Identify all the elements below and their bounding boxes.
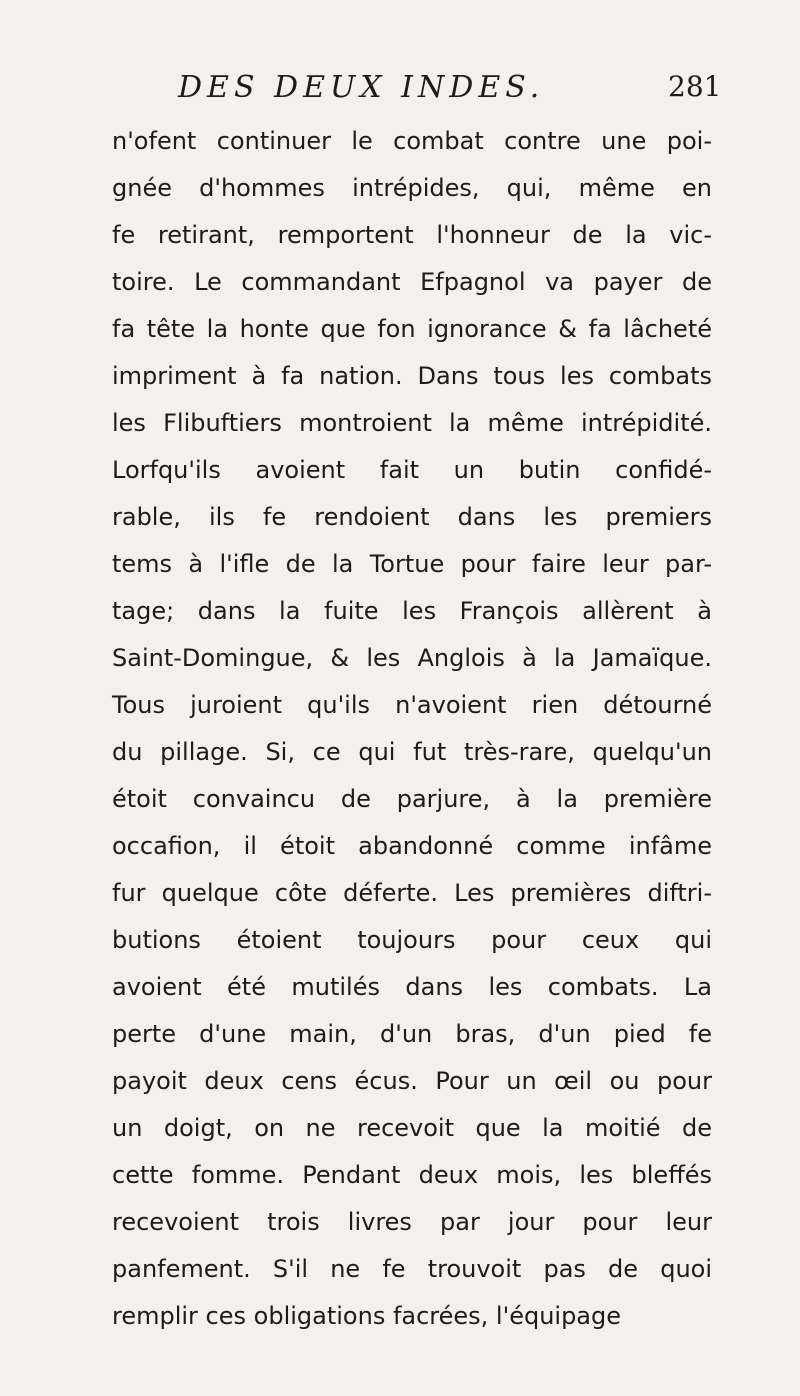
text-line: un doigt, on ne recevoit que la moitié de bbox=[112, 1114, 712, 1142]
text-line: perte d'une main, d'un bras, d'un pied fe bbox=[112, 1020, 712, 1048]
text-line: tems à l'ifle de la Tortue pour faire leur par- bbox=[112, 550, 712, 578]
body-text bbox=[112, 118, 712, 1340]
text-line: étoit convaincu de parjure, à la première bbox=[112, 785, 712, 813]
text-line: cette fomme. Pendant deux mois, les bleffés bbox=[112, 1161, 712, 1189]
text-line: Saint-Domingue, & les Anglois à la Jamaïque. bbox=[112, 644, 712, 672]
text-line: butions étoient toujours pour ceux qui bbox=[112, 926, 712, 954]
text-line: du pillage. Si, ce qui fut très-rare, quelqu'un bbox=[112, 738, 712, 766]
text-line: fa tête la honte que fon ignorance & fa lâcheté bbox=[112, 315, 712, 343]
text-line: panfement. S'il ne fe trouvoit pas de quoi bbox=[112, 1255, 712, 1283]
text-line: recevoient trois livres par jour pour leur bbox=[112, 1208, 712, 1236]
text-line: les Flibuftiers montroient la même intrépidité. bbox=[112, 409, 712, 437]
text-line: remplir ces obligations facrées, l'équipage bbox=[112, 1302, 622, 1330]
text-line: fe retirant, remportent l'honneur de la vic- bbox=[112, 221, 712, 249]
text-line: fur quelque côte déferte. Les premières diftri- bbox=[112, 879, 712, 907]
text-line: n'ofent continuer le combat contre une poi- bbox=[112, 127, 712, 155]
text-line: gnée d'hommes intrépides, qui, même en bbox=[112, 174, 712, 202]
text-line: tage; dans la fuite les François allèrent à bbox=[112, 597, 712, 625]
page-number: 281 bbox=[668, 70, 722, 103]
running-head bbox=[0, 62, 800, 110]
text-line: Lorfqu'ils avoient fait un butin confidé- bbox=[112, 456, 712, 484]
text-line: occafion, il étoit abandonné comme infâme bbox=[112, 832, 712, 860]
text-line: impriment à fa nation. Dans tous les combats bbox=[112, 362, 712, 390]
text-line: avoient été mutilés dans les combats. La bbox=[112, 973, 712, 1001]
text-line: payoit deux cens écus. Pour un œil ou pour bbox=[112, 1067, 712, 1095]
running-title: DES DEUX INDES. bbox=[178, 70, 545, 105]
text-line: Tous juroient qu'ils n'avoient rien détourné bbox=[112, 691, 712, 719]
text-line: rable, ils fe rendoient dans les premiers bbox=[112, 503, 712, 531]
text-line: toire. Le commandant Efpagnol va payer de bbox=[112, 268, 712, 296]
